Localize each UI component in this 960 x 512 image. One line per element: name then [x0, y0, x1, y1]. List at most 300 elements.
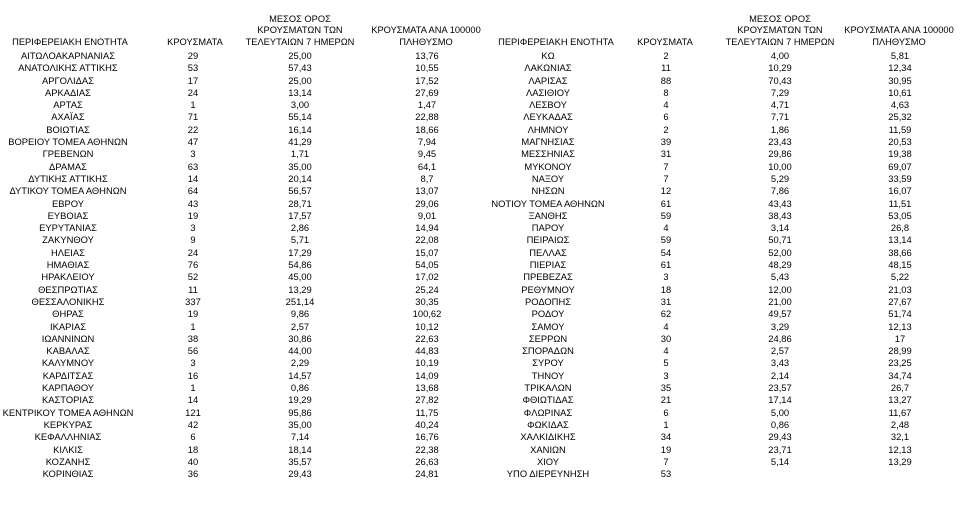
left-avg7-cell: 44,00: [288, 345, 312, 357]
right-per100k-cell: 53,05: [888, 209, 912, 221]
left-per100k-cell: 27,69: [415, 86, 439, 98]
right-per100k-cell: 26,7: [890, 382, 910, 394]
right-region-cell: ΡΟΔΟΥ: [531, 308, 565, 320]
left-per100k-cell: 100,62: [412, 308, 442, 320]
left-region-cell: ΘΕΣΣΑΛΟΝΙΚΗΣ: [31, 295, 105, 307]
right-cases-cell: 8: [663, 86, 669, 98]
left-cases-cell: 56: [187, 345, 199, 357]
right-cases-cell: 6: [663, 406, 669, 418]
right-region-cell: ΣΕΡΡΩΝ: [528, 332, 568, 344]
right-region-cell: ΝΟΤΙΟΥ ΤΟΜΕΑ ΑΘΗΝΩΝ: [491, 197, 605, 209]
right-per100k-cell: 38,66: [888, 246, 912, 258]
right-avg7-cell: 38,43: [768, 209, 792, 221]
right-per100k-cell: 13,27: [888, 394, 912, 406]
table-row: [0, 136, 960, 148]
left-avg7-cell: 14,57: [288, 369, 312, 381]
table-row: [0, 62, 960, 74]
table-row: [0, 308, 960, 320]
right-cases-cell: 4: [663, 222, 669, 234]
right-region-cell: ΦΘΙΩΤΙΔΑΣ: [522, 394, 574, 406]
left-region-cell: ΕΥΡΥΤΑΝΙΑΣ: [39, 222, 97, 234]
left-cases-cell: 1: [190, 320, 196, 332]
left-avg7-cell: 45,00: [288, 271, 312, 283]
left-region-cell: ΙΩΑΝΝΙΝΩΝ: [41, 332, 95, 344]
header-region-right: ΠΕΡΙΦΕΡΕΙΑΚΗ ΕΝΟΤΗΤΑ: [498, 36, 614, 47]
right-cases-cell: 6: [663, 111, 669, 123]
left-region-cell: ΚΑΡΔΙΤΣΑΣ: [42, 369, 94, 381]
right-per100k-cell: 10,61: [888, 86, 912, 98]
right-avg7-cell: 1,86: [770, 123, 790, 135]
left-avg7-cell: 2,29: [290, 357, 310, 369]
right-avg7-cell: 50,71: [768, 234, 792, 246]
left-cases-cell: 53: [187, 62, 199, 74]
right-per100k-cell: 34,74: [888, 369, 912, 381]
data-table: [0, 50, 960, 480]
table-row: [0, 210, 960, 222]
table-row: [0, 247, 960, 259]
right-cases-cell: 4: [663, 320, 669, 332]
table-row: [0, 333, 960, 345]
table-row: [0, 161, 960, 173]
right-per100k-cell: 13,14: [888, 234, 912, 246]
right-cases-cell: 7: [663, 455, 669, 467]
left-cases-cell: 3: [190, 222, 196, 234]
left-avg7-cell: 29,43: [288, 468, 312, 480]
left-per100k-cell: 15,07: [415, 246, 439, 258]
table-row: [0, 185, 960, 197]
left-avg7-cell: 0,86: [290, 382, 310, 394]
left-avg7-cell: 17,57: [288, 209, 312, 221]
left-cases-cell: 40: [187, 455, 199, 467]
right-region-cell: ΡΟΔΟΠΗΣ: [524, 295, 572, 307]
table-row: [0, 321, 960, 333]
right-cases-cell: 31: [660, 148, 672, 160]
table-row: [0, 148, 960, 160]
left-region-cell: ΚΕΡΚΥΡΑΣ: [43, 418, 93, 430]
header-avg7-left: ΜΕΣΟΣ ΟΡΟΣ ΚΡΟΥΣΜΑΤΩΝ ΤΩΝ ΤΕΛΕΥΤΑΙΩΝ 7 ΗΜΕΡΩΝ: [245, 14, 355, 47]
right-per100k-cell: 33,59: [888, 172, 912, 184]
right-cases-cell: 61: [660, 259, 672, 271]
left-per100k-cell: 10,19: [415, 357, 439, 369]
left-per100k-cell: 25,24: [415, 283, 439, 295]
left-per100k-cell: 27,82: [415, 394, 439, 406]
left-per100k-cell: 10,12: [415, 320, 439, 332]
right-avg7-cell: 23,71: [768, 443, 792, 455]
left-region-cell: ΒΟΙΩΤΙΑΣ: [46, 123, 90, 135]
left-per100k-cell: 11,75: [415, 406, 439, 418]
left-cases-cell: 22: [187, 123, 199, 135]
left-per100k-cell: 22,08: [415, 234, 439, 246]
left-per100k-cell: 30,35: [415, 295, 439, 307]
left-per100k-cell: 13,07: [415, 185, 439, 197]
left-avg7-cell: 9,86: [290, 308, 310, 320]
left-cases-cell: 52: [187, 271, 199, 283]
left-cases-cell: 18: [187, 443, 199, 455]
right-avg7-cell: 4,00: [770, 50, 790, 61]
right-avg7-cell: 10,00: [768, 160, 792, 172]
left-cases-cell: 71: [187, 111, 199, 123]
right-cases-cell: 62: [660, 308, 672, 320]
right-region-cell: ΥΠΟ ΔΙΕΡΕΥΝΗΣΗ: [506, 468, 590, 480]
left-per100k-cell: 18,66: [415, 123, 439, 135]
left-per100k-cell: 9,45: [417, 148, 437, 160]
right-avg7-cell: 7,86: [770, 185, 790, 197]
right-region-cell: ΧΑΛΚΙΔΙΚΗΣ: [520, 431, 576, 443]
table-row: [0, 50, 960, 62]
left-cases-cell: 11: [188, 283, 198, 295]
left-avg7-cell: 35,00: [288, 160, 312, 172]
right-cases-cell: 61: [660, 197, 672, 209]
table-row: [0, 284, 960, 296]
right-per100k-cell: 28,99: [888, 345, 912, 357]
right-region-cell: ΛΑΡΙΣΑΣ: [528, 74, 568, 86]
right-region-cell: ΠΕΛΛΑΣ: [529, 246, 567, 258]
right-cases-cell: 53: [660, 468, 672, 480]
right-avg7-cell: 3,43: [770, 357, 790, 369]
left-avg7-cell: 7,14: [290, 431, 310, 443]
left-per100k-cell: 16,76: [415, 431, 439, 443]
right-per100k-cell: 69,07: [888, 160, 912, 172]
right-region-cell: ΜΕΣΣΗΝΙΑΣ: [521, 148, 575, 160]
left-avg7-cell: 5,71: [290, 234, 310, 246]
left-per100k-cell: 22,38: [415, 443, 439, 455]
right-region-cell: ΧΑΝΙΩΝ: [530, 443, 566, 455]
right-per100k-cell: 11,67: [888, 406, 912, 418]
table-row: [0, 370, 960, 382]
left-avg7-cell: 28,71: [288, 197, 312, 209]
left-per100k-cell: 7,94: [417, 136, 437, 148]
right-per100k-cell: 5,81: [890, 50, 910, 61]
left-avg7-cell: 13,14: [288, 86, 312, 98]
right-cases-cell: 3: [663, 271, 669, 283]
right-cases-cell: 4: [663, 345, 669, 357]
right-per100k-cell: 5,22: [890, 271, 910, 283]
left-cases-cell: 64: [187, 185, 199, 197]
right-per100k-cell: 4,63: [890, 99, 910, 111]
right-region-cell: ΦΩΚΙΔΑΣ: [527, 418, 569, 430]
left-avg7-cell: 19,29: [288, 394, 312, 406]
right-cases-cell: 4: [663, 99, 669, 111]
left-region-cell: ΑΧΑΪΑΣ: [51, 111, 85, 123]
right-per100k-cell: 23,25: [888, 357, 912, 369]
left-per100k-cell: 24,81: [415, 468, 439, 480]
left-region-cell: ΚΑΒΑΛΑΣ: [46, 345, 90, 357]
right-region-cell: ΧΙΟΥ: [536, 455, 560, 467]
right-region-cell: ΝΑΞΟΥ: [531, 172, 565, 184]
left-region-cell: ΚΑΛΥΜΝΟΥ: [41, 357, 95, 369]
right-avg7-cell: 23,43: [768, 136, 792, 148]
left-avg7-cell: 25,00: [288, 74, 312, 86]
right-avg7-cell: 49,57: [768, 308, 792, 320]
left-cases-cell: 16: [187, 369, 199, 381]
right-cases-cell: 35: [660, 382, 672, 394]
table-row: [0, 198, 960, 210]
right-cases-cell: 59: [660, 209, 672, 221]
right-per100k-cell: 21,03: [888, 283, 912, 295]
right-avg7-cell: 3,14: [770, 222, 790, 234]
left-cases-cell: 3: [190, 148, 196, 160]
left-per100k-cell: 64,1: [417, 160, 437, 172]
left-region-cell: ΚΑΣΤΟΡΙΑΣ: [41, 394, 95, 406]
right-cases-cell: 59: [660, 234, 672, 246]
right-per100k-cell: 16,07: [888, 185, 912, 197]
table-row: [0, 382, 960, 394]
right-cases-cell: 39: [660, 136, 672, 148]
right-avg7-cell: 7,29: [770, 86, 790, 98]
right-per100k-cell: 19,38: [888, 148, 912, 160]
right-avg7-cell: 29,43: [768, 431, 792, 443]
table-row: [0, 75, 960, 87]
left-region-cell: ΚΑΡΠΑΘΟΥ: [41, 382, 95, 394]
header-per100k-right: ΚΡΟΥΣΜΑΤΑ ΑΝΑ 100000 ΠΛΗΘΥΣΜΟ: [844, 25, 954, 47]
right-avg7-cell: 21,00: [768, 295, 792, 307]
right-avg7-cell: 23,57: [768, 382, 792, 394]
left-region-cell: ΑΡΚΑΔΙΑΣ: [45, 86, 91, 98]
left-region-cell: ΚΕΦΑΛΛΗΝΙΑΣ: [34, 431, 102, 443]
left-cases-cell: 14: [187, 172, 199, 184]
right-cases-cell: 19: [660, 443, 672, 455]
right-per100k-cell: 48,15: [888, 259, 912, 271]
table-row: [0, 296, 960, 308]
right-cases-cell: 11: [661, 62, 671, 74]
right-region-cell: ΣΑΜΟΥ: [531, 320, 565, 332]
table-row: [0, 271, 960, 283]
right-region-cell: ΛΑΣΙΘΙΟΥ: [525, 86, 571, 98]
right-region-cell: ΛΗΜΝΟΥ: [527, 123, 569, 135]
right-cases-cell: 18: [660, 283, 672, 295]
table-header: [0, 0, 960, 48]
right-cases-cell: 7: [663, 172, 669, 184]
table-row: [0, 394, 960, 406]
right-cases-cell: 3: [663, 369, 669, 381]
left-region-cell: ΑΡΤΑΣ: [53, 99, 83, 111]
right-region-cell: ΛΕΥΚΑΔΑΣ: [523, 111, 573, 123]
left-avg7-cell: 2,86: [290, 222, 310, 234]
right-per100k-cell: 12,13: [888, 443, 912, 455]
left-region-cell: ΗΜΑΘΙΑΣ: [46, 259, 90, 271]
right-region-cell: ΠΑΡΟΥ: [531, 222, 565, 234]
right-per100k-cell: 12,13: [888, 320, 912, 332]
right-avg7-cell: 17,14: [768, 394, 792, 406]
right-region-cell: ΜΑΓΝΗΣΙΑΣ: [521, 136, 575, 148]
right-per100k-cell: 13,29: [888, 455, 912, 467]
right-per100k-cell: 11,51: [888, 197, 912, 209]
left-cases-cell: 43: [187, 197, 199, 209]
table-row: [0, 234, 960, 246]
left-region-cell: ΕΥΒΟΙΑΣ: [47, 209, 89, 221]
left-cases-cell: 6: [190, 431, 196, 443]
left-per100k-cell: 22,63: [415, 332, 439, 344]
left-per100k-cell: 44,83: [415, 345, 439, 357]
left-cases-cell: 17: [187, 74, 199, 86]
right-avg7-cell: 3,29: [770, 320, 790, 332]
right-region-cell: ΝΗΣΩΝ: [531, 185, 565, 197]
left-region-cell: ΗΡΑΚΛΕΙΟΥ: [41, 271, 95, 283]
table-row: [0, 173, 960, 185]
right-cases-cell: 30: [660, 332, 672, 344]
left-per100k-cell: 26,63: [415, 455, 439, 467]
right-cases-cell: 7: [663, 160, 669, 172]
table-row: [0, 111, 960, 123]
right-per100k-cell: 11,59: [888, 123, 912, 135]
left-region-cell: ΒΟΡΕΙΟΥ ΤΟΜΕΑ ΑΘΗΝΩΝ: [8, 136, 128, 148]
left-cases-cell: 36: [187, 468, 199, 480]
left-region-cell: ΚΙΛΚΙΣ: [53, 443, 83, 455]
left-avg7-cell: 35,57: [288, 455, 312, 467]
left-region-cell: ΚΟΡΙΝΘΙΑΣ: [42, 468, 94, 480]
table-row: [0, 357, 960, 369]
right-region-cell: ΛΑΚΩΝΙΑΣ: [524, 62, 572, 74]
table-row: [0, 259, 960, 271]
right-cases-cell: 21: [660, 394, 672, 406]
left-avg7-cell: 20,14: [288, 172, 312, 184]
right-avg7-cell: 5,00: [770, 406, 790, 418]
left-avg7-cell: 57,43: [288, 62, 312, 74]
left-cases-cell: 121: [185, 406, 201, 418]
left-avg7-cell: 30,86: [288, 332, 312, 344]
left-cases-cell: 42: [187, 418, 199, 430]
header-avg7-right: ΜΕΣΟΣ ΟΡΟΣ ΚΡΟΥΣΜΑΤΩΝ ΤΩΝ ΤΕΛΕΥΤΑΙΩΝ 7 ΗΜΕΡΩΝ: [725, 14, 835, 47]
left-region-cell: ΘΗΡΑΣ: [52, 308, 84, 320]
right-cases-cell: 2: [663, 50, 669, 61]
right-avg7-cell: 48,29: [768, 259, 792, 271]
left-region-cell: ΑΙΤΩΛΟΑΚΑΡΝΑΝΙΑΣ: [20, 50, 116, 61]
left-per100k-cell: 54,05: [415, 259, 439, 271]
left-per100k-cell: 9,01: [417, 209, 437, 221]
left-per100k-cell: 40,24: [415, 418, 439, 430]
right-avg7-cell: 4,71: [770, 99, 790, 111]
right-avg7-cell: 0,86: [770, 418, 790, 430]
left-cases-cell: 47: [187, 136, 199, 148]
right-cases-cell: 34: [660, 431, 672, 443]
left-region-cell: ΖΑΚΥΝΘΟΥ: [42, 234, 94, 246]
left-cases-cell: 1: [190, 99, 196, 111]
right-cases-cell: 1: [663, 418, 669, 430]
left-avg7-cell: 55,14: [288, 111, 312, 123]
left-per100k-cell: 22,88: [415, 111, 439, 123]
right-region-cell: ΠΡΕΒΕΖΑΣ: [523, 271, 573, 283]
right-region-cell: ΚΩ: [541, 50, 555, 61]
left-region-cell: ΕΒΡΟΥ: [51, 197, 85, 209]
right-per100k-cell: 20,53: [888, 136, 912, 148]
header-cases-left: ΚΡΟΥΣΜΑΤΑ: [167, 36, 223, 47]
left-region-cell: ΗΛΕΙΑΣ: [51, 246, 85, 258]
table-row: [0, 431, 960, 443]
left-cases-cell: 14: [187, 394, 199, 406]
left-avg7-cell: 17,29: [288, 246, 312, 258]
left-cases-cell: 76: [187, 259, 199, 271]
right-per100k-cell: 30,95: [888, 74, 912, 86]
left-per100k-cell: 10,55: [415, 62, 439, 74]
table-row: [0, 444, 960, 456]
right-per100k-cell: 17: [894, 332, 906, 344]
right-avg7-cell: 12,00: [768, 283, 792, 295]
left-per100k-cell: 1,47: [417, 99, 437, 111]
left-cases-cell: 3: [190, 357, 196, 369]
header-region-left: ΠΕΡΙΦΕΡΕΙΑΚΗ ΕΝΟΤΗΤΑ: [12, 36, 128, 47]
left-region-cell: ΚΕΝΤΡΙΚΟΥ ΤΟΜΕΑ ΑΘΗΝΩΝ: [2, 406, 134, 418]
right-region-cell: ΦΛΩΡΙΝΑΣ: [523, 406, 573, 418]
left-cases-cell: 19: [187, 209, 199, 221]
right-avg7-cell: 5,43: [770, 271, 790, 283]
left-per100k-cell: 14,94: [415, 222, 439, 234]
right-avg7-cell: 52,00: [768, 246, 792, 258]
right-region-cell: ΤΡΙΚΑΛΩΝ: [524, 382, 572, 394]
table-row: [0, 222, 960, 234]
table-row: [0, 124, 960, 136]
left-region-cell: ΑΡΓΟΛΙΔΑΣ: [42, 74, 94, 86]
right-avg7-cell: 29,86: [768, 148, 792, 160]
right-per100k-cell: 12,34: [888, 62, 912, 74]
right-avg7-cell: 24,86: [768, 332, 792, 344]
left-region-cell: ΓΡΕΒΕΝΩΝ: [42, 148, 94, 160]
left-per100k-cell: 29,06: [415, 197, 439, 209]
left-avg7-cell: 13,29: [288, 283, 312, 295]
left-cases-cell: 29: [187, 50, 199, 61]
right-avg7-cell: 2,14: [770, 369, 790, 381]
right-avg7-cell: 5,29: [770, 172, 790, 184]
right-per100k-cell: 51,74: [888, 308, 912, 320]
table-row: [0, 87, 960, 99]
right-cases-cell: 2: [663, 123, 669, 135]
right-region-cell: ΤΗΝΟΥ: [531, 369, 565, 381]
left-cases-cell: 19: [187, 308, 199, 320]
right-region-cell: ΜΥΚΟΝΟΥ: [524, 160, 572, 172]
right-region-cell: ΣΠΟΡΑΔΩΝ: [522, 345, 574, 357]
header-per100k-left: ΚΡΟΥΣΜΑΤΑ ΑΝΑ 100000 ΠΛΗΘΥΣΜΟ: [371, 25, 481, 47]
left-region-cell: ΔΡΑΜΑΣ: [49, 160, 87, 172]
right-region-cell: ΣΥΡΟΥ: [532, 357, 564, 369]
table-row: [0, 419, 960, 431]
table-row: [0, 456, 960, 468]
right-region-cell: ΠΙΕΡΙΑΣ: [529, 259, 567, 271]
right-per100k-cell: 27,67: [888, 295, 912, 307]
left-per100k-cell: 8,7: [420, 172, 434, 184]
left-avg7-cell: 35,00: [288, 418, 312, 430]
left-avg7-cell: 25,00: [288, 50, 312, 61]
left-avg7-cell: 56,57: [288, 185, 312, 197]
right-per100k-cell: 2,48: [890, 418, 910, 430]
table-row: [0, 345, 960, 357]
left-per100k-cell: 17,52: [415, 74, 439, 86]
left-region-cell: ΑΝΑΤΟΛΙΚΗΣ ΑΤΤΙΚΗΣ: [18, 62, 118, 74]
left-cases-cell: 63: [187, 160, 199, 172]
right-per100k-cell: 26,8: [890, 222, 910, 234]
right-region-cell: ΠΕΙΡΑΙΩΣ: [526, 234, 570, 246]
left-cases-cell: 1: [190, 382, 196, 394]
left-region-cell: ΔΥΤΙΚΟΥ ΤΟΜΕΑ ΑΘΗΝΩΝ: [9, 185, 127, 197]
right-cases-cell: 88: [660, 74, 672, 86]
right-cases-cell: 31: [660, 295, 672, 307]
left-avg7-cell: 18,14: [288, 443, 312, 455]
right-per100k-cell: 32,1: [890, 431, 910, 443]
table-row: [0, 468, 960, 480]
header-cases-right: ΚΡΟΥΣΜΑΤΑ: [637, 36, 693, 47]
left-avg7-cell: 95,86: [288, 406, 312, 418]
right-avg7-cell: 10,29: [768, 62, 792, 74]
right-cases-cell: 12: [660, 185, 672, 197]
left-cases-cell: 24: [187, 86, 199, 98]
right-avg7-cell: 70,43: [768, 74, 792, 86]
table-row: [0, 407, 960, 419]
right-avg7-cell: 7,71: [770, 111, 790, 123]
left-avg7-cell: 41,29: [288, 136, 312, 148]
right-cases-cell: 5: [663, 357, 669, 369]
left-region-cell: ΔΥΤΙΚΗΣ ΑΤΤΙΚΗΣ: [28, 172, 108, 184]
right-avg7-cell: 2,57: [770, 345, 790, 357]
right-region-cell: ΡΕΘΥΜΝΟΥ: [521, 283, 575, 295]
left-per100k-cell: 13,68: [415, 382, 439, 394]
